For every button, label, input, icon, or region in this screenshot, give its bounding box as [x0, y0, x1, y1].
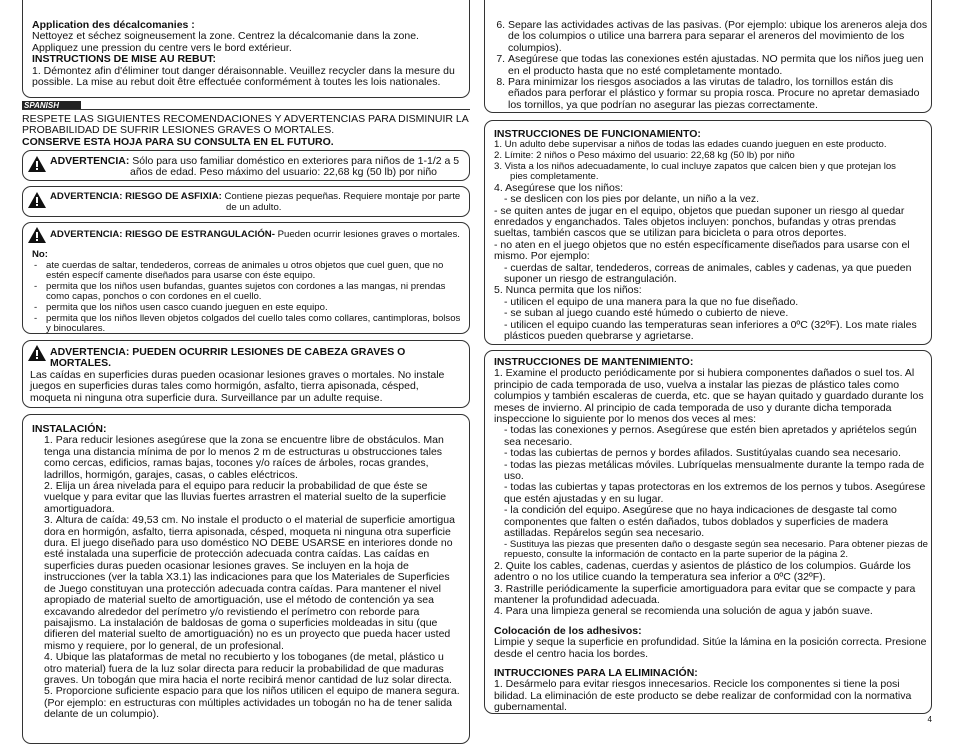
- list-item: 1. Para reducir lesiones asegúrese que la zona se encuentre libre de obstáculos. Man tenga una distancia mínima de por lo menos 2 m de estructuras u obstrucciones tales como cercas, edificios, ramas bajas, tocones y/o raíces de árboles, rocas grandes, ladrillos, hormigón, garajes, casas, o cables eléctricos.: [44, 435, 464, 481]
- operation-line-5c: - utilicen el equipo cuando las temperaturas sean inferiores a 0ºC (32ºF). Los mate riales plásticos pueden quebrarse y agrietarse.: [504, 318, 917, 343]
- operation-line-4d: - cuerdas de saltar, tendederos, correas de animales, cables y cadenas, ya que pueden suponer un riesgo de estrangulación.: [504, 261, 912, 286]
- strangulation-list: [32, 250, 462, 335]
- list-item: 3. Altura de caída: 49,53 cm. No instale el producto o el material de superficie amortigua dora en hormigón, asfalto, tierra apisonada, césped, moqueta ni ninguna otra superficie dura. El juego diseñado para uso doméstico NO DEBE USARSE en interiores donde no esté instalada una superficie de protección adecuada contra caídas. Las caídas en superficies duras pueden ocasionar lesiones graves. Se incluyen en la hoja de instrucciones (ver la tabla X3.1) las indicaciones para que los Materiales de Superficies de Juego constituyan una protección adecuada contra caídas. Para mantener el nivel apropiado de material suelto de amortiguación, use el método de contención ya sea excavando alrededor del perímetro y/o revistiendo el perímetro con reborde para paisajismo. La instalación de baldosas de goma o superficies moldeadas in situ (que difieren del material suelto de amortiguación) no es un proyecto que pueda hacer usted mismo y requiere, por lo general, de un profesional.: [44, 515, 464, 652]
- maintenance-sub-1: - todas las conexiones y pernos. Asegúrese que estén bien apretados y apriételos según sea necesario.: [504, 424, 917, 448]
- elimination-text: 1. Desármelo para evitar riesgos innecesarios. Recicle los componentes si tiene la posi bilidad. La eliminación de este producto se debe realizar de conformidad con la normativa gubernamental.: [494, 678, 912, 714]
- maintenance-sub-3: - todas las piezas metálicas móviles. Lubríquelas mensualmente durante la tempo rada de uso.: [504, 458, 925, 483]
- intro-bold: CONSERVE ESTA HOJA PARA SU CONSULTA EN EL FUTURO.: [22, 135, 334, 148]
- operation-line-4b: - se quiten antes de jugar en el equipo, objetos que puedan suponer un riesgo al quedar enredados y enganchados. Tales objetos incluyen: ponchos, bufandas y otras prendas sueltas, también cascos que se utilizan para bicicleta o para otros deportes.: [494, 204, 905, 240]
- maintenance-title: INSTRUCCIONES DE MANTENIMIENTO:: [494, 356, 694, 368]
- intro-text: RESPETE LAS SIGUIENTES RECOMENDACIONES Y ADVERTENCIAS PARA DISMINUIR LA PROBABILIDAD DE SUFRIR LESIONES GRAVES O MORTALES.: [22, 113, 469, 137]
- maintenance-line-2: 2. Quite los cables, cadenas, cuerdas y asientos de plástico de los columpios. Guárde los adentro o no los utilice cuando la temperatura sea inferior a 0ºC (32ºF).: [494, 559, 911, 584]
- warning-1-label: ADVERTENCIA:: [50, 155, 130, 167]
- list-item: 5. Proporcione suficiente espacio para que los niños utilicen el equipo de manera segura. (Por ejemplo: en estructuras con múltiples actividades un tobogán no ha de tener salida delante de un columpio).: [44, 686, 464, 720]
- operation-line-4: 4. Asegúrese que los niños:: [494, 181, 624, 194]
- warning-icon: [28, 227, 46, 243]
- warning-icon: [28, 156, 46, 172]
- list-item: - permita que los niños lleven objetos colgados del cuello tales como collares, cantimploras, bolsos y binoculares.: [46, 314, 462, 335]
- maintenance-sub-4: - todas las cubiertas y tapas protectoras en los extremos de los pernos y tubos. Asegúrese que estén ajustadas y en su lugar.: [504, 481, 926, 505]
- apply-text: Nettoyez et séchez soigneusement la zone. Centrez la décalcomanie dans la zone. Appliquez une pression du centre vers le bord extérieur.: [32, 30, 419, 54]
- apply-title: Application des décalcomanies :: [32, 19, 195, 31]
- warning-icon: [28, 192, 46, 208]
- french-content: [32, 20, 462, 88]
- warning-2-text: Contiene piezas pequeñas. Requiere montaje por parte: [224, 191, 461, 202]
- warning-2-label: ADVERTENCIA: RIESGO DE ASFIXIA:: [50, 191, 222, 202]
- page-number: 4: [927, 715, 932, 724]
- list-item: 2. Elija un área nivelada para el equipo para reducir la probabilidad de que éste se vuelque y para evitar que las lluvias fuertes arrastren el material suelto de la superficie amortiguadora.: [44, 481, 464, 515]
- maintenance-line-1: 1. Examine el producto periódicamente por si hubiera componentes dañados o suel tos. Al principio de cada temporada de uso, vuelva a instalar las piezas de plástico tales como columpios y también escaleras de cuerda, etc. que se hayan quitado y guardado durante los meses de invierno. Al principio de cada temporada de uso y durante dicha temporada inspeccione lo siguiente por lo menos dos veces al mes:: [494, 367, 924, 426]
- disposal-title: INSTRUCTIONS DE MISE AU REBUT:: [32, 53, 216, 66]
- warning-4-label: ADVERTENCIA: PUEDEN OCURRIR LESIONES DE CABEZA GRAVES O MORTALES.: [50, 346, 406, 370]
- warning-icon: [28, 345, 46, 361]
- list-item: 7. Asegúrese que todas las conexiones estén ajustadas. NO permita que los niños jueg uen en el producto hasta que no esté completamente montado.: [508, 54, 928, 77]
- maintenance-sub-2: - todas las cubiertas de pernos y bordes afilados. Sustitúyalas cuando sea necesario.: [504, 447, 901, 460]
- list-item: 6. Separe las actividades activas de las pasivas. (Por ejemplo: ubique los areneros aleja dos de los columpios o utilice una barrera para separar el areneros del movimiento de los columpios).: [508, 20, 928, 54]
- divider: [22, 109, 470, 110]
- warning-1-text2: años de edad. Peso máximo del usuario: 22,68 kg (50 lb) por niño: [130, 166, 438, 179]
- list-item: - permita que los niños usen bufandas, guantes sujetos con cordones a las mangas, ni prendas como capas, ponchos o con cordones en el cuello.: [46, 282, 462, 303]
- operation-line-5a: - utilicen el equipo de una manera para la que no fue diseñado.: [504, 295, 799, 308]
- adhesives-title: Colocación de los adhesivos:: [494, 624, 642, 637]
- disposal-text: 1. Démontez afin d'éliminer tout danger déraisonnable. Veuillez recycler dans la mesure du possible. La mise au rebut doit être effectuée conformément à toutes les lois nationales.: [32, 64, 455, 89]
- warning-2: [28, 192, 468, 213]
- warning-3: [28, 227, 468, 243]
- installation: [32, 424, 464, 721]
- maintenance: [494, 357, 928, 714]
- installation-title: INSTALACIÓN:: [32, 423, 107, 435]
- warning-1-text: Sólo para uso familiar doméstico en exteriores para niños de 1-1/2 a 5: [132, 155, 460, 167]
- maintenance-line-4: 4. Para una limpieza general se recomienda una solución de agua y jabón suave.: [494, 605, 873, 618]
- maintenance-sub-6: - Sustituya las piezas que presenten daño o desgaste según sea necesario. Para obtener piezas de repuesto, consulte la información de contacto en la parte superior de la página 2.: [504, 538, 929, 561]
- warning-4: [28, 345, 468, 370]
- operation-line-5b: - se suban al juego cuando esté húmedo o cubierto de nieve.: [504, 307, 789, 320]
- language-tag: SPANISH: [22, 101, 81, 110]
- list-item: 4. Ubique las plataformas de metal no recubierto y los toboganes (de metal, plástico u otro material) fuera de la luz solar directa para reducir la probabilidad de que maduras graves. Un tobogán que mira hacia el norte recibirá menor cantidad de luz solar directa.: [44, 652, 464, 686]
- operation-line-5: 5. Nunca permita que los niños:: [494, 284, 642, 297]
- list-item: 8. Para minimizar los riesgos asociados a las virutas de taladro, los tornillos están dis eñados para perforar el plástico y formar su propia rosca. Procure no apretar demasiado los tornillos, ya que podrían no asegurar las piezas correctamente.: [508, 77, 928, 111]
- warning-4-text: Las caídas en superficies duras pueden ocasionar lesiones graves o mortales. No instale juegos en superficies duras tales como hormigón, asfalto, tierra apisonada, césped, moqueta ni ninguna otra superficie dura. Surveillance par un adulte requise.: [30, 369, 445, 404]
- no-label: No:: [32, 249, 48, 260]
- continued-list: [494, 20, 928, 111]
- maintenance-sub-5: - la condición del equipo. Asegúrese que no haya indicaciones de desgaste tal como componentes que falten o estén dañados, tubos doblados y superficies de madera astilladas. Repárelos según sea necesario.: [504, 504, 897, 540]
- warning-3-text: Pueden ocurrir lesiones graves o mortales.: [274, 229, 460, 240]
- operation-line-4a: - se deslicen con los pies por delante, un niño a la vez.: [504, 193, 760, 206]
- warning-1: [28, 156, 468, 179]
- operation-line-3: 3. Vista a los niños adecuadamente, lo cual incluye zapatos que calcen bien y que protejan los: [494, 160, 896, 172]
- operation-line-4c: - no aten en el juego objetos que no estén específicamente diseñados para usarse con el mismo. Por ejemplo:: [494, 238, 910, 263]
- operation: [494, 129, 928, 342]
- maintenance-line-3: 3. Rastrille periódicamente la superficie amortiguadora para evitar que se compacte y para mantener la profundidad adecuada.: [494, 582, 916, 606]
- adhesives-text: Limpie y seque la superficie en profundidad. Sitúe la lámina en la posición correcta. Presione desde el centro hacia los bordes.: [494, 636, 927, 660]
- warning-2-text2: de un adulto.: [226, 201, 282, 213]
- operation-title: INSTRUCCIONES DE FUNCIONAMIENTO:: [494, 128, 701, 140]
- operation-line-3b: pies completamente.: [510, 171, 599, 183]
- warning-3-label: ADVERTENCIA: RIESGO DE ESTRANGULACIÓN-: [50, 229, 275, 240]
- operation-line-2: 2. Límite: 2 niños o Peso máximo del usuario: 22,68 kg (50 lb) por niño: [494, 150, 795, 161]
- list-item: - ate cuerdas de saltar, tendederos, correas de animales u otros objetos que cuel guen, que no estén específ camente diseñados para usarse con éste equipo.: [46, 261, 462, 282]
- intro: [22, 114, 472, 148]
- elimination-title: INTRUCCIONES PARA LA ELIMINACIÓN:: [494, 666, 698, 679]
- list-item: - permita que los niños usen casco cuando jueguen en este equipo.: [46, 303, 462, 314]
- operation-line-1: 1. Un adulto debe supervisar a niños de todas las edades cuando jueguen en este producto.: [494, 139, 887, 151]
